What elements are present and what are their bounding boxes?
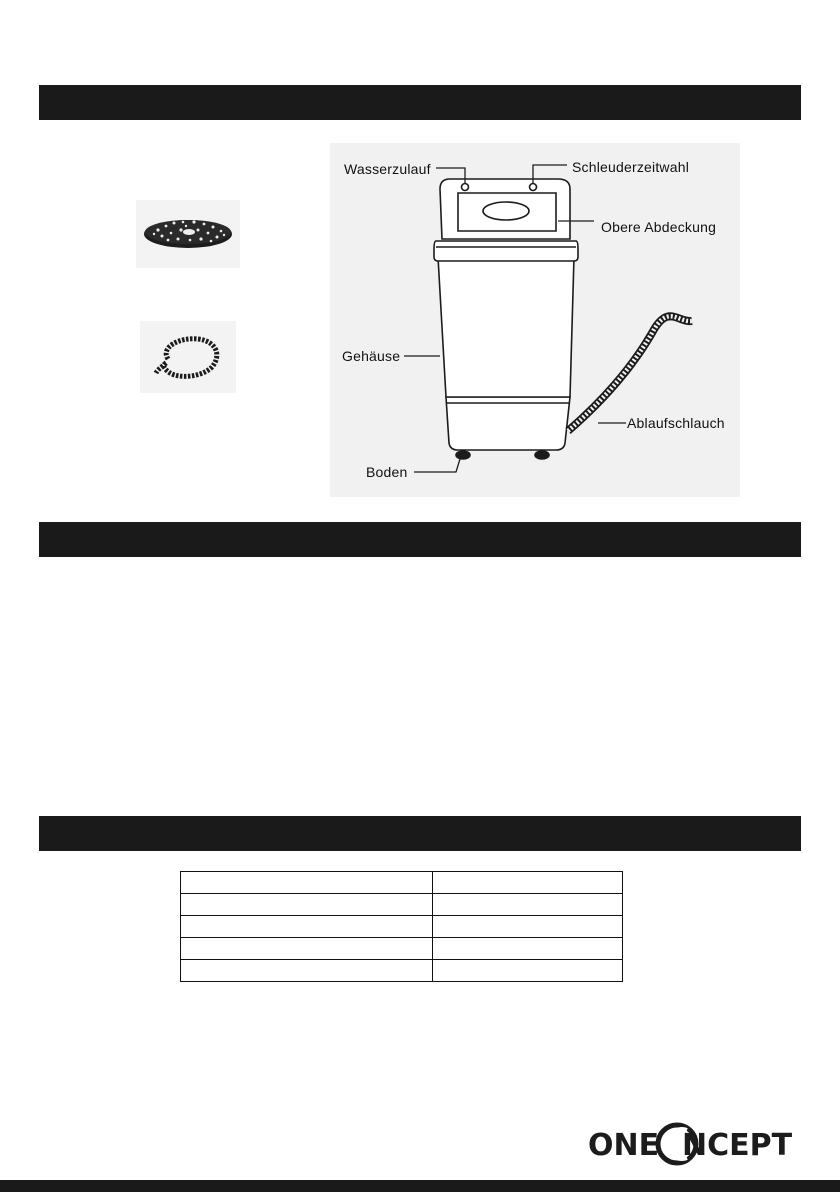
table-row (181, 872, 623, 894)
table-cell (433, 938, 623, 960)
table-cell (433, 872, 623, 894)
hose-ring-icon (140, 321, 236, 393)
label-top-cover: Obere Abdeckung (601, 219, 717, 235)
specifications-table (180, 871, 623, 982)
label-water-inlet: Wasserzulauf (344, 161, 431, 177)
logo-text-left: ONE (588, 1128, 660, 1163)
washer-diagram (330, 143, 740, 497)
section-header-specifications (39, 816, 801, 851)
hose-ring-image (140, 321, 236, 393)
label-base: Boden (366, 464, 408, 480)
footer-bar (0, 1180, 840, 1192)
filter-disc-icon (136, 200, 240, 268)
table-cell (433, 960, 623, 982)
table-cell (433, 894, 623, 916)
brand-logo-mark (588, 1122, 796, 1168)
washer-illustration (330, 143, 740, 497)
oneconcept-logo (588, 1122, 796, 1168)
label-spin-timer: Schleuderzeitwahl (572, 159, 690, 175)
table-row (181, 894, 623, 916)
table-cell (181, 872, 433, 894)
label-housing: Gehäuse (342, 348, 401, 364)
section-header-description (39, 522, 801, 557)
label-drain-hose: Ablaufschlauch (627, 415, 725, 431)
table-row (181, 938, 623, 960)
table-cell (181, 938, 433, 960)
table-cell (181, 960, 433, 982)
table-cell (181, 916, 433, 938)
table-row (181, 916, 623, 938)
table-row (181, 960, 623, 982)
section-header-components (39, 85, 801, 120)
logo-text-right: NCEPT (682, 1128, 793, 1163)
table-cell (433, 916, 623, 938)
filter-disc-image (136, 200, 240, 268)
table-cell (181, 894, 433, 916)
